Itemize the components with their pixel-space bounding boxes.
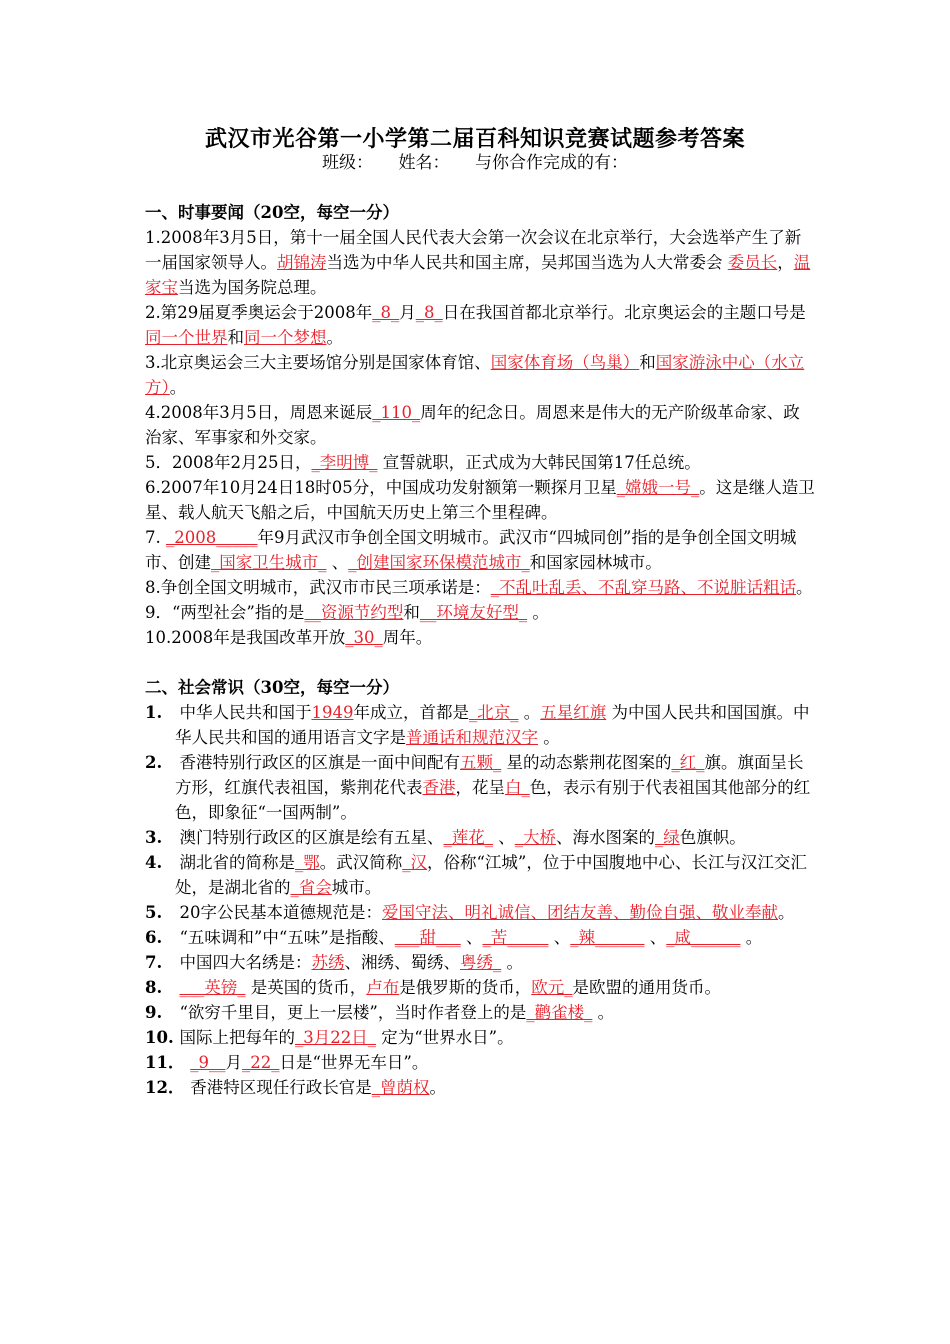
question-number: 5. [145, 903, 180, 922]
question-text: 周年。 [382, 628, 433, 647]
question-item [145, 1050, 815, 1075]
answer-text: _鹳雀楼_ [526, 1003, 593, 1022]
question-number: 3. [145, 828, 180, 847]
answer-text: _绿 [654, 828, 680, 847]
question-item [145, 750, 815, 825]
question-text: ，俗称“江城”，位于中国腹地中心、长江与汉江交汇处，是湖北省的 [175, 853, 807, 897]
answer-text: 粤绣_ [459, 953, 502, 972]
question-item [145, 350, 815, 400]
question-text: 。 [527, 603, 549, 622]
answer-text: 香港 [422, 778, 456, 797]
question-item [145, 850, 815, 900]
question-text: 1.2008年3月5日，第十一届全国人民代表大会第一次会议在北京举行，大会选举产生了新一届国家领导人。 [145, 228, 802, 272]
question-text: 。 [796, 578, 813, 597]
question-text: 是英国的货币， [245, 978, 367, 997]
question-text: 。 [538, 728, 560, 747]
question-text: 国际上把每年的 [179, 1028, 295, 1047]
answer-text: 白_ [505, 778, 530, 797]
question-number: 6. [145, 928, 180, 947]
question-text: 。 [740, 928, 763, 947]
question-item [145, 925, 815, 950]
question-text: 、 [326, 553, 349, 572]
question-list [145, 225, 815, 650]
answer-text: _9__ [190, 1053, 226, 1072]
section-heading: 一、时事要闻（20空，每空一分） [145, 203, 399, 222]
answer-text: _不乱吐乱丢、不乱穿马路、不说脏话粗话 [490, 578, 796, 597]
question-item [145, 450, 815, 475]
answer-text: _8_ [372, 303, 400, 322]
question-item [145, 900, 815, 925]
answer-text: 苏绣 [311, 953, 345, 972]
answer-text: 委员长 [727, 253, 778, 272]
answer-text: _创建国家环保模范城市_ [348, 553, 530, 572]
answer-text: 爱国守法、明礼诚信、团结友善、勤俭自强、敬业奉献 [381, 903, 778, 922]
answer-text: 卢布 [366, 978, 400, 997]
question-item [145, 400, 815, 450]
question-item [145, 700, 815, 750]
question-number: 10. [145, 1028, 180, 1047]
question-text: “五味调和”中“五味”是指酸、 [179, 928, 395, 947]
question-number: 9. [145, 1003, 180, 1022]
question-text: 。 [429, 1078, 446, 1097]
question-item [145, 1000, 815, 1025]
question-text: 20字公民基本道德规范是： [179, 903, 382, 922]
question-item [145, 625, 815, 650]
answer-text: _110_ [372, 403, 421, 422]
question-text: 。 [501, 953, 523, 972]
question-text: 年成立，首都是 [353, 703, 469, 722]
page-subtitle: 班级： 姓名： 与你合作完成的有： [322, 153, 628, 173]
question-text: 中华人民共和国于 [179, 703, 312, 722]
question-text: 香港特区现任行政长官是 [190, 1078, 372, 1097]
answer-text: _北京_ [468, 703, 519, 722]
question-number: 11． [145, 1053, 191, 1072]
question-text: 中国四大名绣是： [179, 953, 312, 972]
question-text: 香港特别行政区的区旗是一面中间配有 [179, 753, 460, 772]
question-text: 澳门特别行政区的区旗是绘有五星、 [179, 828, 444, 847]
question-number: 2. [145, 753, 180, 772]
question-text: ，花呈 [455, 778, 505, 797]
section-social-knowledge [145, 675, 815, 1100]
question-number: 7. [145, 953, 180, 972]
question-number: 8. [145, 978, 180, 997]
answer-text: _嫦娥一号_ [616, 478, 700, 497]
answer-text: _红_ [671, 753, 705, 772]
question-text: 月 [225, 1053, 242, 1072]
question-item [145, 525, 815, 575]
answer-text: _省会 [290, 878, 332, 897]
question-item [145, 975, 815, 1000]
question-text: 5．2008年2月25日， [145, 453, 312, 472]
answer-text: ___英镑_ [179, 978, 246, 997]
question-text: 8.争创全国文明城市，武汉市市民三项承诺是： [145, 578, 491, 597]
answer-text: 同一个世界 [145, 328, 228, 347]
question-text: 、 [644, 928, 667, 947]
answer-text: _22_ [241, 1053, 280, 1072]
page-title: 武汉市光谷第一小学第二届百科知识竞赛试题参考答案 [204, 126, 745, 152]
question-text: 日是“世界无车日”。 [279, 1053, 429, 1072]
answer-text: _2008_____ [166, 528, 258, 547]
question-text: 月 [399, 303, 416, 322]
question-text: 3.北京奥运会三大主要场馆分别是国家体育馆、 [145, 353, 491, 372]
question-number: 1. [145, 703, 180, 722]
question-text: 。 [592, 1003, 615, 1022]
question-item [145, 1025, 815, 1050]
answer-text: _李明博_ [311, 453, 378, 472]
question-text: 是欧盟的通用货币。 [572, 978, 721, 997]
question-list [145, 700, 815, 1100]
answer-text: _莲花_ [443, 828, 493, 847]
question-item [145, 300, 815, 350]
question-text: 和 [403, 603, 420, 622]
question-text: 。武汉简称 [319, 853, 403, 872]
question-item [145, 475, 815, 525]
answer-text: _咸______ [666, 928, 741, 947]
question-text: 2.第29届夏季奥运会于2008年 [145, 303, 373, 322]
answer-text: 五星红旗 [540, 703, 607, 722]
question-text: 色，表示有别于代表祖国其他部分的红色，即象征“一国两制”。 [175, 778, 811, 822]
answer-text: _曾荫权 [371, 1078, 430, 1097]
answer-text: 五颗_ [459, 753, 502, 772]
answer-text: 普通话和规范汉字 [406, 728, 538, 747]
question-item [145, 825, 815, 850]
question-text: 6.2007年10月24日18时05分，中国成功发射额第一颗探月卫星 [145, 478, 617, 497]
question-text: 、 [460, 928, 483, 947]
answer-text: _鄂 [294, 853, 320, 872]
question-text: 7. [145, 528, 166, 547]
question-text: 星的动态紫荆花图案的 [501, 753, 672, 772]
question-item [145, 575, 815, 600]
question-item [145, 950, 815, 975]
question-number: 4. [145, 853, 180, 872]
question-text: 、 [492, 828, 515, 847]
answer-text: 温家宝 [145, 253, 811, 297]
answer-text: _大桥 [514, 828, 556, 847]
question-number: 12． [145, 1078, 191, 1097]
question-text: 、湘绣、蜀绣、 [344, 953, 460, 972]
answer-text: 欧元_ [531, 978, 573, 997]
question-text: 。 [169, 378, 187, 397]
question-text: “欲穷千里目，更上一层楼”，当时作者登上的是 [179, 1003, 527, 1022]
answer-text: __资源节约型 [304, 603, 404, 622]
answer-text: _国家卫生城市_ [211, 553, 327, 572]
question-text: 10.2008年是我国改革开放 [145, 628, 346, 647]
question-text: 色旗帜。 [679, 828, 746, 847]
answer-text: _辣______ [570, 928, 645, 947]
answer-text: 1949 [311, 703, 354, 722]
question-text: ， [777, 253, 794, 272]
question-item [145, 600, 815, 625]
question-text: 当选为国务院总理。 [178, 278, 327, 297]
document-body [145, 200, 815, 1100]
question-text: 湖北省的简称是 [179, 853, 295, 872]
question-text: 。 [518, 703, 541, 722]
question-text: 定为“世界水日”。 [375, 1028, 514, 1047]
question-text: 。 [777, 903, 795, 922]
question-text: 宣誓就职，正式成为大韩民国第17任总统。 [377, 453, 701, 472]
answer-text: _8_ [415, 303, 443, 322]
answer-text: _苦_____ [482, 928, 549, 947]
question-text: 日在我国首都北京举行。北京奥运会的主题口号是 [442, 303, 806, 322]
answer-text: 国家游泳中心（水立方） [145, 353, 805, 397]
section-heading: 二、社会常识（30空，每空一分） [145, 678, 399, 697]
answer-text: _3月22日_ [294, 1028, 376, 1047]
question-item [145, 225, 815, 300]
answer-text: _汉 [402, 853, 427, 872]
question-text: 9．“两型社会”指的是 [145, 603, 305, 622]
question-text: 和国家园林城市。 [529, 553, 662, 572]
answer-text: __环境友好型_ [419, 603, 528, 622]
question-text: 。 [326, 328, 343, 347]
answer-text: 胡锦涛 [277, 253, 327, 272]
question-text: 和 [639, 353, 656, 372]
question-text: 当选为中华人民共和国主席，吴邦国当选为人大常委会 [326, 253, 728, 272]
question-item [145, 1075, 815, 1100]
question-text: 周年的纪念日。周恩来是伟大的无产阶级革命家、政治家、军事家和外交家。 [145, 403, 800, 447]
question-text: 、 [548, 928, 571, 947]
answer-text: 国家体育场（鸟巢） [490, 353, 640, 372]
question-text: 旗。旗面呈长方形，红旗代表祖国，紫荆花代表 [175, 753, 804, 797]
question-text: 年9月武汉市争创全国文明城市。武汉市“四城同创”指的是争创全国文明城市、创建 [145, 528, 797, 572]
question-text: 4.2008年3月5日，周恩来诞辰 [145, 403, 373, 422]
question-text: 。这是继人造卫星、载人航天飞船之后，中国航天历史上第三个里程碑。 [145, 478, 815, 522]
question-text: 和 [227, 328, 244, 347]
question-text: 、海水图案的 [555, 828, 655, 847]
question-text: 是俄罗斯的货币， [399, 978, 532, 997]
question-text: 城市。 [331, 878, 382, 897]
answer-text: _30_ [345, 628, 383, 647]
answer-text: 同一个梦想 [244, 328, 327, 347]
answer-text: ___甜___ [394, 928, 461, 947]
question-text: 为中国人民共和国国旗。中华人民共和国的通用语言文字是 [175, 703, 810, 747]
section-current-affairs [145, 200, 815, 650]
